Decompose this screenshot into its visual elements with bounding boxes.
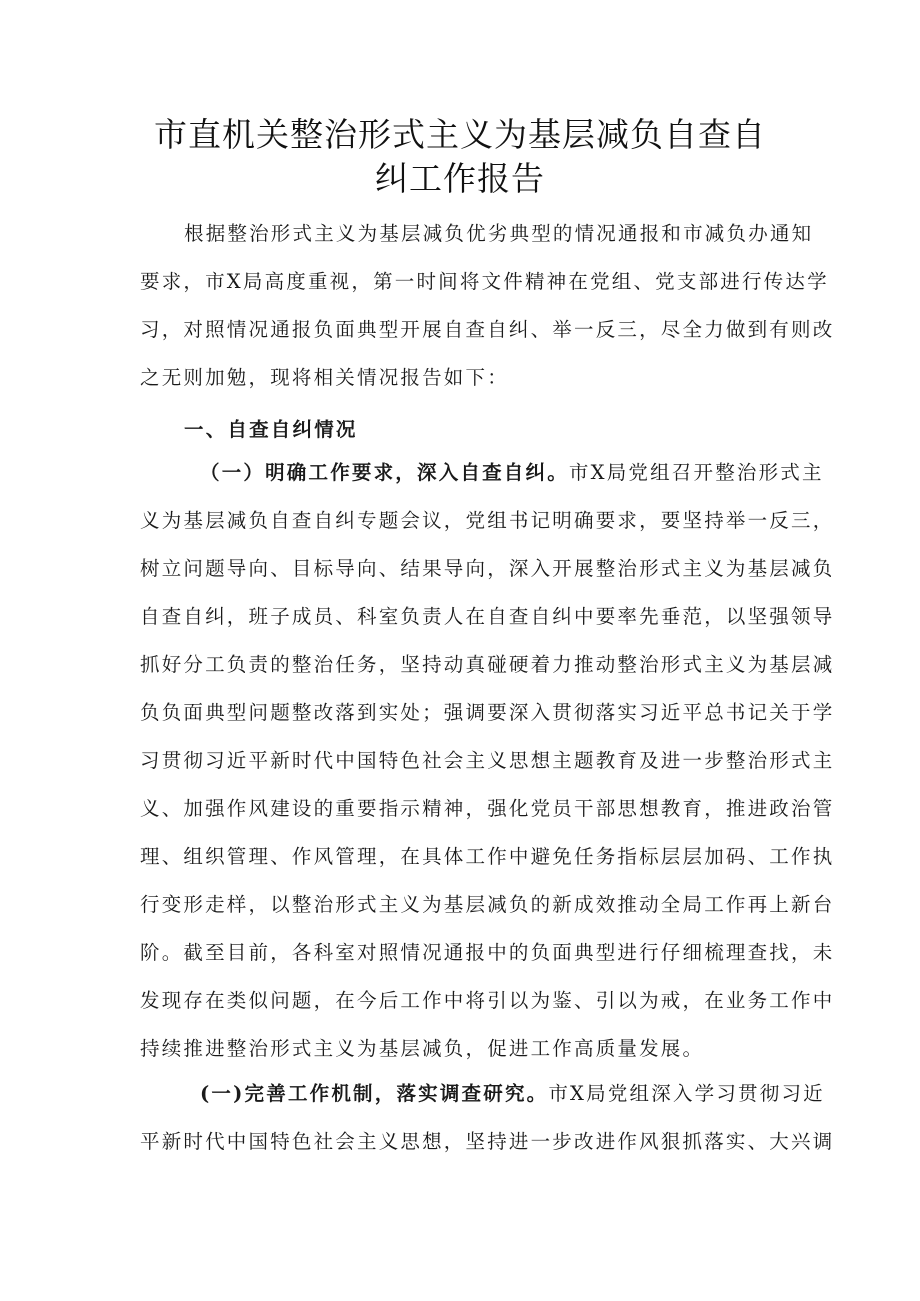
paragraph-1-line: 义、加强作风建设的重要指示精神，强化党员干部思想教育，推进政治管: [140, 797, 835, 820]
paragraph-2-lead-bold: (一)完善工作机制，落实调查研究。: [200, 1082, 549, 1105]
section-heading: 一、自查自纠情况: [184, 418, 358, 441]
document-title-line-1: 市直机关整治形式主义为基层减负自查自: [154, 115, 766, 154]
document-title-line-2: 纠工作报告: [375, 159, 545, 198]
intro-line: 之无则加勉，现将相关情况报告如下：: [140, 366, 509, 389]
intro-line: 要求，市X局高度重视，第一时间将文件精神在党组、党支部进行传达学: [140, 270, 829, 293]
paragraph-2-line: 平新时代中国特色社会主义思想，坚持进一步改进作风狠抓落实、大兴调: [140, 1130, 835, 1153]
paragraph-1-lead-rest: 市X局党组召开整治形式主: [568, 461, 824, 484]
paragraph-1-line: 树立问题导向、目标导向、结果导向，深入开展整治形式主义为基层减负: [140, 557, 835, 580]
paragraph-1-line: 抓好分工负责的整治任务，坚持动真碰硬着力推动整治形式主义为基层减: [140, 653, 835, 676]
paragraph-2-lead-rest: 市X局党组深入学习贯彻习近: [548, 1082, 825, 1105]
intro-line: 根据整治形式主义为基层减负优劣典型的情况通报和市减负办通知: [184, 222, 814, 245]
intro-line: 习，对照情况通报负面典型开展自查自纠、举一反三，尽全力做到有则改: [140, 318, 835, 341]
paragraph-1-line: 行变形走样，以整治形式主义为基层减负的新成效推动全局工作再上新台: [140, 893, 835, 916]
paragraph-1-line: 阶。截至目前，各科室对照情况通报中的负面典型进行仔细梳理查找，未: [140, 941, 835, 964]
paragraph-1-line: 发现存在类似问题，在今后工作中将引以为鉴、引以为戒，在业务工作中: [140, 989, 835, 1012]
paragraph-1-line: 习贯彻习近平新时代中国特色社会主义思想主题教育及进一步整治形式主: [140, 749, 835, 772]
paragraph-1-line: 自查自纠，班子成员、科室负责人在自查自纠中要率先垂范，以坚强领导: [140, 605, 835, 628]
intro-paragraph: [140, 210, 835, 402]
paragraph-1: [140, 449, 835, 1073]
paragraph-1-lead-bold: （一）明确工作要求，深入自查自纠。: [200, 461, 569, 484]
paragraph-1-line: 理、组织管理、作风管理，在具体工作中避免任务指标层层加码、工作执: [140, 845, 835, 868]
paragraph-1-line: 持续推进整治形式主义为基层减负，促进工作高质量发展。: [140, 1037, 705, 1060]
paragraph-2: [140, 1070, 835, 1166]
paragraph-1-line: 负负面典型问题整改落到实处；强调要深入贯彻落实习近平总书记关于学: [140, 701, 835, 724]
paragraph-2-lead-line: [140, 1070, 825, 1118]
paragraph-1-lead-line: [140, 449, 824, 497]
paragraph-1-line: 义为基层减负自查自纠专题会议，党组书记明确要求，要坚持举一反三，: [140, 509, 835, 532]
